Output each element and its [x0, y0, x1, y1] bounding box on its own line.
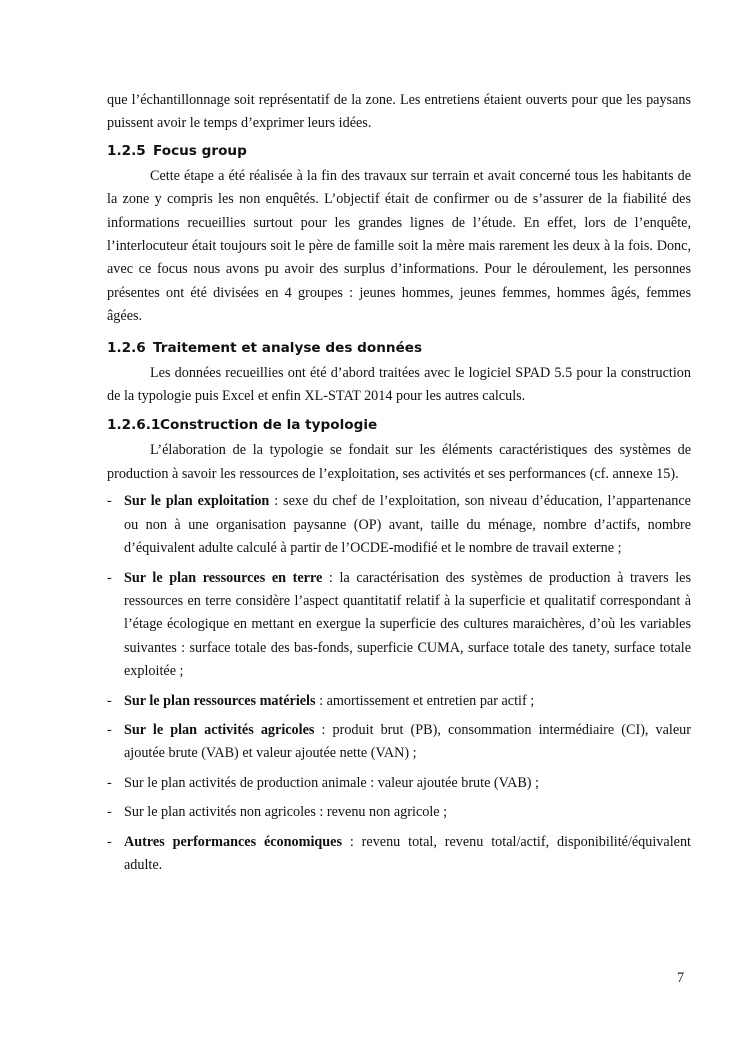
list-item — [107, 567, 691, 684]
page-number: 7 — [677, 970, 685, 986]
item-bold-label: Autres performances économiques — [124, 833, 342, 850]
list-item — [107, 490, 691, 560]
focus-group-paragraph: Cette étape a été réalisée à la fin des travaux sur terrain et avait concerné tous les habitants de la zone y compris les non enquêtés. L’objectif était de confirmer ou de s’assurer de la fiabilité des informations recueillies surtout pour les grandes lignes de l’étude. En effet, lors de l’enquête, l’interlocuteur était toujours soit le père de famille soit la mère mais rarement les deux à la fois. Donc, avec ce focus nous avons pu avoir des surplus d’informations. Pour le déroulement, les personnes présentes ont été divisées en 4 groupes : jeunes hommes, jeunes femmes, hommes âgés, femmes âgées. — [107, 167, 691, 325]
section-heading-typologie — [107, 414, 691, 436]
page-content — [107, 89, 691, 883]
bullet-dash: - — [107, 774, 112, 791]
item-text: : sexe du chef de l’exploitation, son niveau d’éducation, l’appartenance ou non à une organisation paysanne (OP) avant, taille du ménage, nombre d’actifs, nombre d’équivalent adulte calculé à partir de l’OCDE-modifié et le nombre de travail externe ; — [124, 493, 691, 557]
bullet-dash: - — [107, 493, 112, 510]
bullet-dash: - — [107, 833, 112, 850]
intro-paragraph: que l’échantillonnage soit représentatif de la zone. Les entretiens étaient ouverts pour que les paysans puissent avoir le temps d’exprimer leurs idées. — [107, 92, 691, 132]
section-number: 1.2.6.1 — [107, 417, 161, 434]
section-heading-traitement — [107, 337, 691, 359]
item-text: : amortissement et entretien par actif ; — [315, 692, 535, 709]
typologie-paragraph: L’élaboration de la typologie se fondait sur les éléments caractéristiques des systèmes de production à savoir les ressources de l’exploitation, ses activités et ses performances (cf. annexe 15). — [107, 442, 691, 482]
criteria-list — [107, 490, 691, 877]
item-text: Sur le plan activités de production animale : valeur ajoutée brute (VAB) ; — [124, 774, 539, 791]
section-title: Traitement et analyse des données — [153, 339, 423, 356]
item-text: Sur le plan activités non agricoles : revenu non agricole ; — [124, 804, 448, 821]
item-bold-label: Sur le plan exploitation — [124, 493, 270, 510]
section-title: Construction de la typologie — [160, 417, 378, 434]
item-bold-label: Sur le plan ressources en terre — [124, 569, 323, 586]
list-item — [107, 801, 691, 824]
bullet-dash: - — [107, 569, 112, 586]
bullet-dash: - — [107, 721, 112, 738]
list-item — [107, 719, 691, 766]
traitement-paragraph: Les données recueillies ont été d’abord traitées avec le logiciel SPAD 5.5 pour la construction de la typologie puis Excel et enfin XL-STAT 2014 pour les autres calculs. — [107, 364, 691, 405]
item-text: : produit brut (PB), consommation intermédiaire (CI), valeur ajoutée brute (VAB) et valeur ajoutée nette (VAN) ; — [124, 721, 691, 762]
item-text: : revenu total, revenu total/actif, disponibilité/équivalent adulte. — [124, 833, 691, 873]
list-item — [107, 772, 691, 795]
section-heading-focus-group — [107, 140, 691, 162]
bullet-dash: - — [107, 804, 112, 821]
list-item — [107, 690, 691, 713]
list-item — [107, 831, 691, 878]
item-bold-label: Sur le plan activités agricoles — [124, 721, 315, 738]
section-number: 1.2.5 — [107, 142, 146, 159]
section-title: Focus group — [153, 142, 247, 159]
item-text: : la caractérisation des systèmes de production à travers les ressources en terre considère l’aspect quantitatif relatif à la superficie et qualitatif correspondant à l’étage écologique en mettant en exergue la superficie des cultures maraichères, d’où les variables suivantes : surface totale des bas-fonds, superficie CUMA, surface totale des tanety, surface totale exploitée ; — [124, 569, 691, 680]
item-bold-label: Sur le plan ressources matériels — [124, 692, 316, 709]
bullet-dash: - — [107, 692, 112, 709]
section-number: 1.2.6 — [107, 339, 146, 356]
